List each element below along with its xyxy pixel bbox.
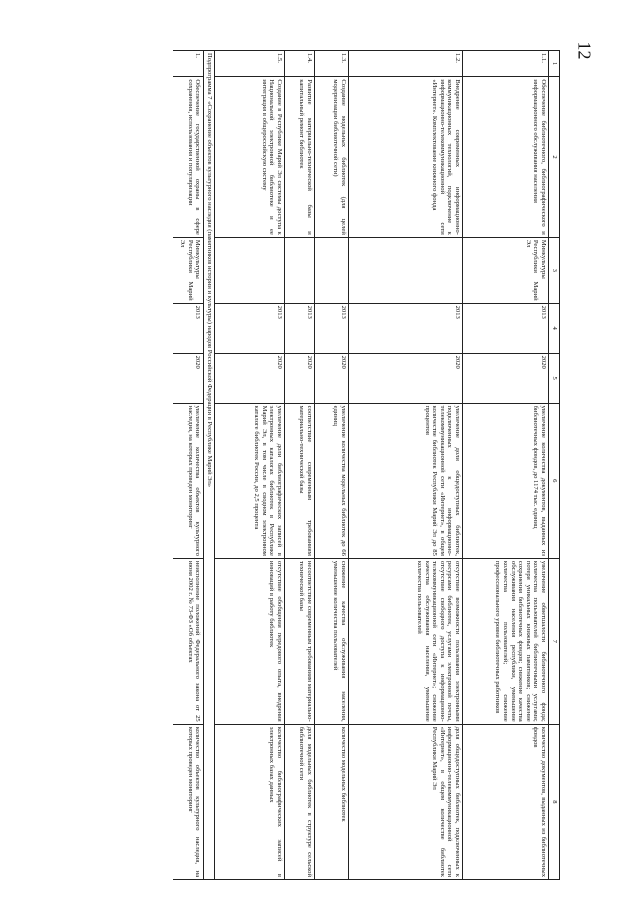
end-year-cell: 2020 <box>463 353 549 403</box>
header-cell: 7 <box>549 558 560 724</box>
measure-cell: Внедрение современных информационно-коммуникационных технологий, подключение к информационно-телекоммуникационной сети «Интернет». Комплектование книжного фонда <box>349 77 463 238</box>
table-row <box>315 51 349 880</box>
header-cell: 8 <box>549 724 560 879</box>
indicator-cell: доля модельных библиотек в структуре сельской библиотечной сети <box>285 724 315 879</box>
expected-result-cell: увеличение доли библиографических записей в электронных каталогах библиотек в Республике Марий Эл, в том числе в сводном электронном каталоге библиотек России, до 2,5 процента <box>215 403 285 558</box>
header-cell: 3 <box>549 237 560 303</box>
expected-result-cell: увеличение количества объектов культурного наследия, на которых проведен мониторинг <box>173 403 203 558</box>
indicator-cell: количество модельных библиотек <box>315 724 349 879</box>
consequences-cell: неисполнение положений Федерального закона от 25 июня 2002 г. № 73-ФЗ «Об объектах <box>173 558 203 724</box>
end-year-cell: 2020 <box>285 353 315 403</box>
expected-result-cell: увеличение доли общедоступных библиотек, подключенных к информационно-телекоммуникационной сети «Интернет», в общем количестве библиотек Республики Марий Эл до 85 процентов <box>349 403 463 558</box>
expected-result-cell: соответствие современным требованиям материально-технической базы <box>285 403 315 558</box>
row-number: 1.2. <box>349 51 463 77</box>
expected-result-cell: увеличение количества модельных библиотек до 66 единиц <box>315 403 349 558</box>
consequences-cell: отсутствие возможности пользования электронными ресурсами библиотек, услугами электронной почты, отсутствие свободного доступа к информационно-телекоммуникационной сети «Интернет»; снижение качества обслуживания населения, уменьшение количества пользователей <box>349 558 463 724</box>
header-cell: 5 <box>549 353 560 403</box>
row-number: 1. <box>173 51 203 77</box>
executor-cell: Минкультуры Республики Марий Эл <box>463 237 549 303</box>
table-row <box>173 51 203 880</box>
header-cell: 1 <box>549 51 560 77</box>
table-row <box>215 51 285 880</box>
end-year-cell: 2020 <box>173 353 203 403</box>
subprogram-title: Подпрограмма 7 «Сохранение объектов культурного наследия (памятников истории и культуры) народов Российской Федерации в Республике Марий Эл» <box>203 51 215 880</box>
rotated-table-page <box>100 50 560 880</box>
indicator-cell: доля общедоступных библиотек, подключенных к информационно-телекоммуникационной сети «Интернет», в общем количестве библиотек Республики Марий Эл <box>349 724 463 879</box>
measure-cell: Обеспечение библиотечного, библиографического и информационного обслуживания населения <box>463 77 549 238</box>
consequences-cell: отсутствие обобщения передового опыта, внедрения инноваций в работу библиотек <box>215 558 285 724</box>
table-row <box>349 51 463 880</box>
page-number: 12 <box>574 41 595 60</box>
start-year-cell: 2013 <box>463 303 549 353</box>
executor-cell <box>215 237 285 303</box>
end-year-cell: 2020 <box>215 353 285 403</box>
start-year-cell: 2013 <box>215 303 285 353</box>
program-measures-table <box>173 50 560 880</box>
consequences-cell: снижение качества обслуживания населения, уменьшение количества пользователей <box>315 558 349 724</box>
header-cell: 6 <box>549 403 560 558</box>
start-year-cell: 2013 <box>315 303 349 353</box>
executor-cell <box>285 237 315 303</box>
expected-result-cell: увеличение количества документов, выданных из библиотечных фондов, до 1174 тыс. единиц <box>463 403 549 558</box>
measure-cell: Обеспечение государственной охраны в сфере сохранения, использования и популяризации <box>173 77 203 238</box>
executor-cell <box>315 237 349 303</box>
indicator-cell: количество объектов культурного наследия, на которых проведен мониторинг <box>173 724 203 879</box>
end-year-cell: 2020 <box>315 353 349 403</box>
row-number: 1.5. <box>215 51 285 77</box>
start-year-cell: 2013 <box>285 303 315 353</box>
row-number: 1.4. <box>285 51 315 77</box>
indicator-cell: количество документов, выданных из библиотечных фондов <box>463 724 549 879</box>
row-number: 1.1. <box>463 51 549 77</box>
table-row <box>463 51 549 880</box>
start-year-cell: 2013 <box>173 303 203 353</box>
measure-cell: Создание в Республике Марий Эл системы доступа к Национальной электронной библиотеке и ее интеграция в общероссийскую систему <box>215 77 285 238</box>
executor-cell: Минкультуры Республики Марий Эл <box>173 237 203 303</box>
table-row <box>285 51 315 880</box>
start-year-cell: 2013 <box>349 303 463 353</box>
end-year-cell: 2020 <box>349 353 463 403</box>
consequences-cell: увеличение обветшалости библиотечного фонда; количества пользователей библиотечными услугами; потеря уникальных книжных памятников; снижение сохранения библиотечных фондов; снижение качества обслуживания населения республики, уменьшение количества пользователей; снижение профессионального уровня библиотечных работников <box>463 558 549 724</box>
header-cell: 2 <box>549 77 560 238</box>
consequences-cell: несоответствие современным требованиям материально-технической базы <box>285 558 315 724</box>
indicator-cell: количество библиографических записей в электронных базах данных <box>215 724 285 879</box>
column-number-header <box>549 51 560 880</box>
measure-cell: Развитие материально-технической базы и капитальный ремонт библиотек <box>285 77 315 238</box>
measure-cell: Создание модельных библиотек (для целей модернизации библиотечной сети) <box>315 77 349 238</box>
row-number: 1.3. <box>315 51 349 77</box>
header-cell: 4 <box>549 303 560 353</box>
section-heading-row <box>203 51 215 880</box>
executor-cell <box>349 237 463 303</box>
